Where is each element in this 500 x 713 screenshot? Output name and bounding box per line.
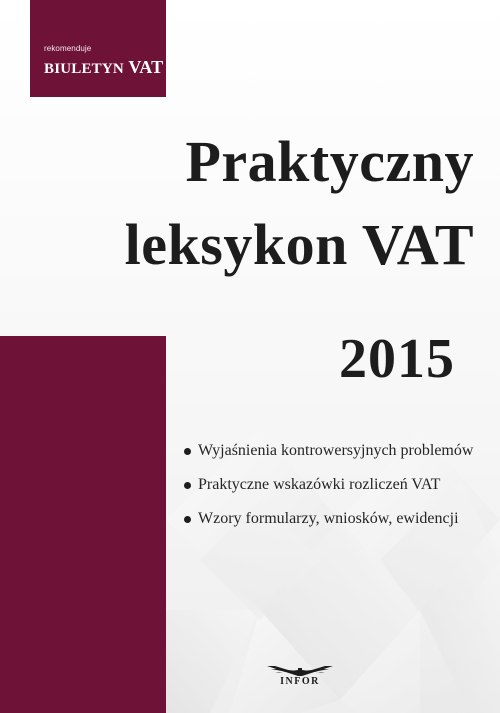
brand-name-word2: VAT — [128, 57, 164, 77]
feature-text: Wyjaśnienia kontrowersyjnych problemów — [198, 442, 474, 459]
title-line-2: leksykon VAT — [124, 212, 474, 277]
feature-item — [184, 476, 473, 510]
bullet-icon — [184, 448, 191, 455]
edition-year: 2015 — [339, 328, 455, 390]
bullet-icon — [184, 482, 191, 489]
publisher-recommendation-badge — [30, 0, 166, 97]
feature-item — [184, 442, 473, 476]
wings-logo-icon — [265, 663, 335, 677]
feature-list — [184, 442, 473, 544]
publisher-logo — [265, 663, 335, 687]
brand-name — [44, 57, 163, 78]
feature-text: Wzory formularzy, wniosków, ewidencji — [198, 510, 459, 527]
recommendation-label: rekomenduje — [44, 44, 92, 53]
book-title — [124, 129, 474, 299]
brand-name-word1: BIULETYN — [44, 61, 124, 77]
bullet-icon — [184, 516, 191, 523]
feature-text: Praktyczne wskazówki rozliczeń VAT — [198, 476, 441, 493]
title-line-1: Praktyczny — [185, 129, 474, 194]
feature-item — [184, 510, 473, 544]
decorative-side-band — [0, 336, 166, 713]
publisher-name: INFOR — [280, 676, 320, 687]
